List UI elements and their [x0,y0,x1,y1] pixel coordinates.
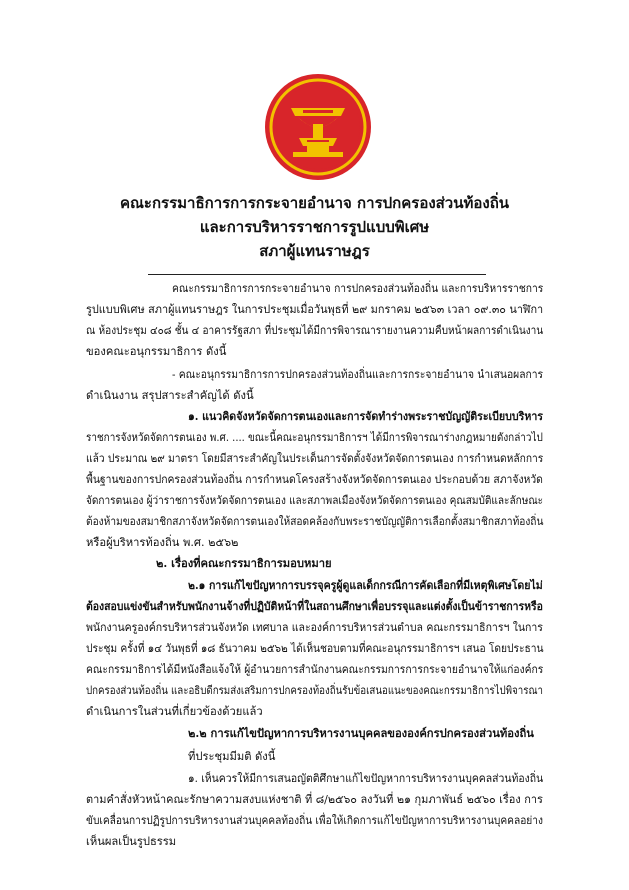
body-line: ณ ห้องประชุม ๔๐๘ ชั้น ๔ อาคารรัฐสภา ที่ประชุมได้มีการพิจารณารายงานความคืบหน้าผลการดำเนินงาน [86,324,544,337]
body-line: เห็นผลเป็นรูปธรรม [86,835,177,848]
body-line: ๒.๒ การแก้ไขปัญหาการบริหารงานบุคคลขององค์กรปกครองส่วนท้องถิ่น [188,726,534,740]
body-line: ขับเคลื่อนการปฏิรูปการบริหารงานส่วนบุคคลท้องถิ่น เพื่อให้เกิดการแก้ไขปัญหาการบริหารงานบุคคลอย่าง [86,814,543,827]
title-divider [148,274,486,275]
body-line: คณะกรรมาธิการการกระจายอำนาจ การปกครองส่วนท้องถิ่น และการบริหารราชการ [172,282,544,295]
parliament-seal-logo [263,72,373,182]
body-line: ของคณะอนุกรรมาธิการ ดังนี้ [86,345,227,358]
body-line: ๒.๑ การแก้ไขปัญหาการบรรจุครูผู้ดูแลเด็กกรณีการคัดเลือกที่มีเหตุพิเศษโดยไม่ [188,578,543,592]
body-line: ๑. เห็นควรให้มีการเสนอญัตติศึกษาแก้ไขปัญหาการบริหารงานบุคคลส่วนท้องถิ่น [188,772,544,785]
body-line: ที่ประชุมมีมติ ดังนี้ [188,750,276,763]
body-line: หรือผู้บริหารท้องถิ่น พ.ศ. ๒๕๖๒ [86,536,239,549]
body-line: รูปแบบพิเศษ สภาผู้แทนราษฎร ในการประชุมเมื่อวันพุธที่ ๒๙ มกราคม ๒๕๖๓ เวลา ๐๙.๓๐ นาฬิกา [86,303,544,316]
body-line: พนักงานครูองค์กรบริหารส่วนจังหวัด เทศบาล และองค์การบริหารส่วนตำบล คณะกรรมาธิการฯ ในการ [86,621,543,634]
body-line: ดำเนินงาน สรุปสาระสำคัญได้ ดังนี้ [86,389,254,402]
body-line: ราชการจังหวัดจัดการตนเอง พ.ศ. .... ขณะนี้คณะอนุกรรมาธิการฯ ได้มีการพิจารณาร่างกฎหมายดังกล่าวไป [86,431,543,444]
body-line: ตามคำสั่งหัวหน้าคณะรักษาความสงบแห่งชาติ ที่ ๘/๒๕๖๐ ลงวันที่ ๒๑ กุมภาพันธ์ ๒๕๖๐ เรื่อง การ [86,793,543,806]
committee-title: คณะกรรมาธิการการกระจายอำนาจ การปกครองส่วนท้องถิ่น [119,194,510,212]
body-line: จัดการตนเอง ผู้ว่าราชการจังหวัดจัดการตนเอง และสภาพลเมืองจังหวัดจัดการตนเอง คุณสมบัติและลักษณะ [86,494,544,507]
body-line: ประชุม ครั้งที่ ๑๔ วันพุธที่ ๑๘ ธันวาคม ๒๕๖๒ ได้เห็นชอบตามที่คณะอนุกรรมาธิการฯ เสนอ โดยประธาน [86,642,544,655]
house-of-representatives-title: สภาผู้แทนราษฎร [259,242,370,260]
body-line: คณะกรรมาธิการได้มีหนังสือแจ้งให้ ผู้อำนวยการสำนักงานคณะกรรมการการกระจายอำนาจให้แก่องค์กร [86,663,544,676]
body-line: ต้องห้ามของสมาชิกสภาจังหวัดจัดการตนเองให้สอดคล้องกับพระราชบัญญัติการเลือกตั้งสมาชิกสภาท้องถิ่น [86,515,544,528]
body-line: ปกครองส่วนท้องถิ่น และอธิบดีกรมส่งเสริมการปกครองท้องถิ่นรับข้อเสนอแนะของคณะกรรมาธิการไปพิจารณา [86,684,543,697]
body-line: - คณะอนุกรรมาธิการการปกครองส่วนท้องถิ่นและการกระจายอำนาจ นำเสนอผลการ [172,368,544,381]
committee-subtitle: และการบริหารราชการรูปแบบพิเศษ [199,218,430,236]
body-line: ดำเนินการในส่วนที่เกี่ยวข้องด้วยแล้ว [86,705,263,718]
body-line: ๒. เรื่องที่คณะกรรมาธิการมอบหมาย [156,556,332,570]
body-line: แล้ว ประมาณ ๒๙ มาตรา โดยมีสาระสำคัญในประเด็นการจัดตั้งจังหวัดจัดการตนเอง การกำหนดหลักการ [86,452,544,465]
body-line: พื้นฐานของการปกครองส่วนท้องถิ่น การกำหนดโครงสร้างจังหวัดจัดการตนเอง ประกอบด้วย สภาจังหวัด [86,473,543,486]
body-line: ต้องสอบแข่งขันสำหรับพนักงานจ้างที่ปฏิบัติหน้าที่ในสถานศึกษาเพื่อบรรจุและแต่งตั้งเป็นข้าราชการหรือ [86,599,543,613]
body-line: ๑. แนวคิดจังหวัดจัดการตนเองและการจัดทำร่างพระราชบัญญัติระเบียบบริหาร [188,409,543,423]
